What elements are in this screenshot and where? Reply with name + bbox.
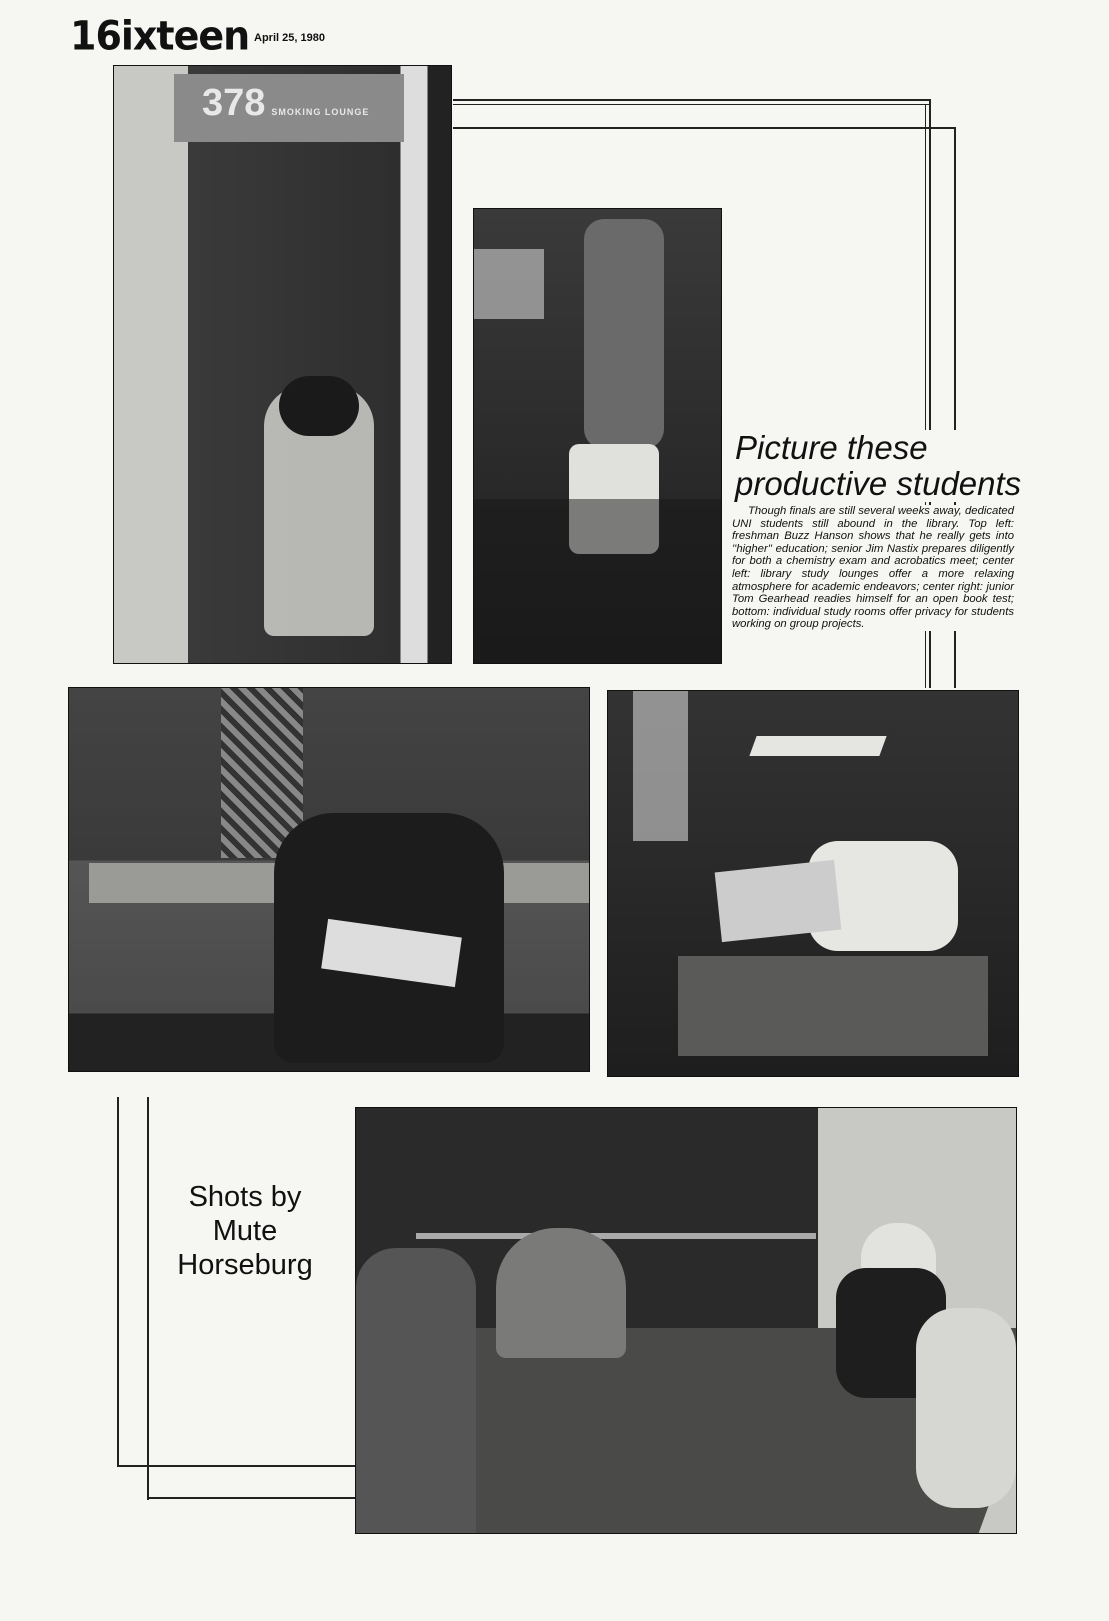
photo-handstand <box>473 208 722 664</box>
caption-body: Though finals are still several weeks away, dedicated UNI students still abound in the library. Top left: freshman Buzz Hanson shows that he really gets into ''higher'' education; senior Jim Nastix prepares diligently for both a chemistry exam and acrobatics meet; center left: library study lounges offer a more relaxing atmosphere for academic endeavors; center right: junior Tom Gearhead readies himself for an open book test; bottom: individual study rooms offer privacy for students working on group projects. <box>732 505 1014 631</box>
window <box>633 691 688 841</box>
page-masthead: 16ixteen <box>70 12 250 60</box>
credit-line-3: Horseburg <box>177 1249 313 1281</box>
photo-smoking-lounge <box>113 65 452 664</box>
hair <box>279 376 359 436</box>
frame-line <box>117 1465 355 1467</box>
student-center <box>496 1228 626 1358</box>
frame-line <box>453 99 931 101</box>
legs <box>584 219 664 449</box>
newspaper <box>715 860 842 942</box>
frame-line <box>117 1097 119 1467</box>
issue-date: April 25, 1980 <box>254 32 325 44</box>
frame-line <box>147 1497 355 1499</box>
credit-line-1: Shots by <box>188 1181 302 1213</box>
floor <box>474 499 721 663</box>
table <box>678 956 988 1056</box>
student-left <box>356 1248 476 1533</box>
headline-line-2: productive students <box>735 465 1022 502</box>
ceiling-light <box>474 249 544 319</box>
headline-line-1: Picture these <box>735 429 928 466</box>
photo-study-room <box>355 1107 1017 1534</box>
frame-line <box>453 127 956 129</box>
balanced-book <box>749 736 886 756</box>
headline <box>735 430 1025 502</box>
room-number: 378 <box>202 82 266 124</box>
room-sign <box>174 74 404 142</box>
frame-line <box>453 104 931 105</box>
photo-open-book-test <box>607 690 1019 1077</box>
credit-line-2: Mute <box>212 1215 278 1247</box>
frame-line <box>147 1097 149 1500</box>
room-label: SMOKING LOUNGE <box>271 107 370 117</box>
chalkboard-ledge <box>416 1233 816 1239</box>
photo-study-lounge <box>68 687 590 1072</box>
photo-credit <box>160 1180 330 1282</box>
student-far-right <box>916 1308 1016 1508</box>
